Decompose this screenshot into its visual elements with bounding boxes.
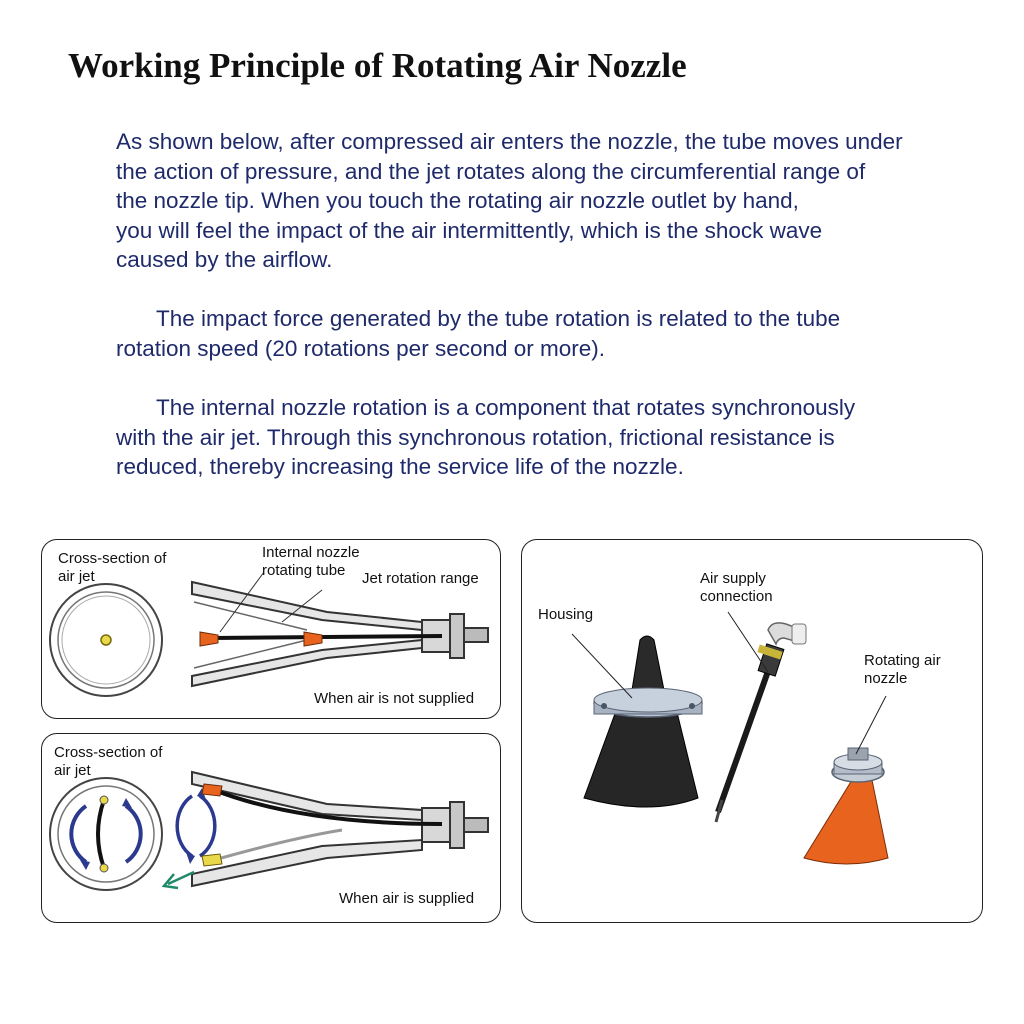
state-label: When air is supplied — [339, 890, 475, 907]
nozzle-tip-left — [200, 632, 218, 646]
paragraph-line: with the air jet. Through this synchronous rotation, frictional resistance is — [116, 424, 835, 450]
paragraph-line: reduced, thereby increasing the service life of the nozzle. — [116, 454, 684, 480]
rotating-nozzle-label — [864, 652, 941, 688]
rotation-arrows — [177, 788, 215, 864]
label-line: rotating tube — [262, 562, 346, 579]
impact-paragraph — [116, 304, 916, 363]
rotation-paragraph — [116, 393, 916, 482]
label-line: Internal nozzle — [262, 544, 360, 561]
paragraph-line: caused by the airflow. — [116, 247, 333, 273]
nozzle-tip-orange — [202, 784, 222, 796]
housing-part — [584, 636, 702, 807]
state-label: When air is not supplied — [314, 690, 475, 707]
label-line: Air supply — [700, 570, 766, 587]
label-line: air jet — [54, 762, 91, 779]
air-supply-part — [716, 623, 806, 822]
housing-label: Housing — [538, 606, 594, 623]
cross-section-label — [58, 550, 166, 586]
cross-section-label — [54, 744, 162, 780]
air-supply-leader — [728, 612, 768, 672]
housing-leader — [572, 634, 632, 698]
nozzle-tip-yellow — [202, 854, 222, 866]
rotation-range-label: Jet rotation range — [362, 570, 479, 587]
nozzle-body — [192, 582, 488, 686]
label-line: air jet — [58, 568, 95, 585]
jet-direction-arrow — [164, 872, 194, 888]
rotating-tube-label — [262, 544, 360, 580]
intro-paragraph — [116, 127, 916, 275]
air-supply-label — [700, 570, 773, 606]
paragraph-line: the action of pressure, and the jet rotates along the circumferential range of — [116, 158, 866, 184]
rotating-nozzle-part — [804, 748, 888, 864]
label-line: Rotating air — [864, 652, 941, 669]
label-line: nozzle — [864, 670, 908, 687]
panel-air-supplied — [41, 733, 501, 923]
paragraph-line: The impact force generated by the tube rotation is related to the tube — [156, 306, 841, 331]
paragraph-line: the nozzle tip. When you touch the rotating air nozzle outlet by hand, — [116, 188, 799, 214]
panel-components — [521, 539, 983, 923]
rotating-nozzle-leader — [856, 696, 886, 754]
rotating-tube — [212, 636, 442, 638]
cross-section-circle — [50, 778, 162, 890]
label-line: Cross-section of — [54, 744, 163, 761]
paragraph-line: you will feel the impact of the air intermittently, which is the shock wave — [116, 217, 823, 243]
cross-section-circle — [50, 584, 162, 696]
page-title: Working Principle of Rotating Air Nozzle — [68, 46, 687, 85]
paragraph-line: The internal nozzle rotation is a component that rotates synchronously — [156, 395, 856, 420]
paragraph-line: rotation speed (20 rotations per second or more). — [116, 335, 606, 361]
label-line: Cross-section of — [58, 550, 167, 567]
nozzle-tip-right — [304, 632, 322, 646]
panel-air-not-supplied — [41, 539, 501, 719]
label-line: connection — [700, 588, 773, 605]
paragraph-line: As shown below, after compressed air enters the nozzle, the tube moves under — [116, 129, 903, 154]
